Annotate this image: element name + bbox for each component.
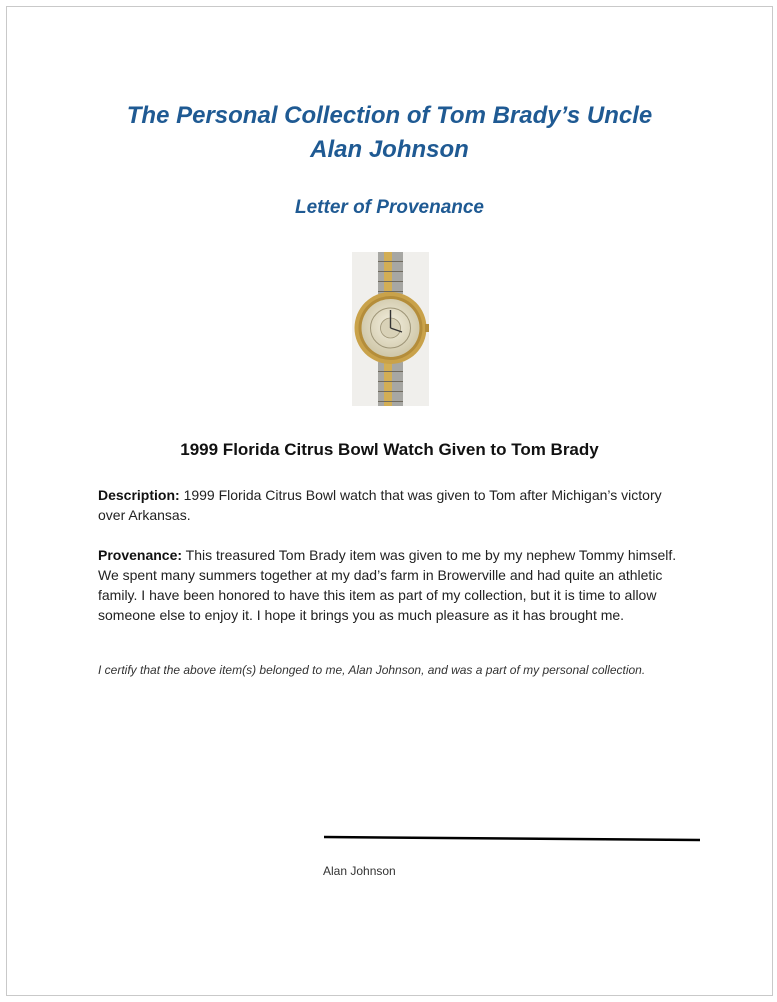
letter-page (6, 6, 773, 996)
provenance-text: This treasured Tom Brady item was given to me by my nephew Tommy himself. We spent many summers together at my dad’s farm in Browerville and had quite an athletic family. I have been honored to have this item as part of my collection, but it is time to allow someone else to enjoy it. I hope it brings you as much pleasure as it has brought me. (98, 547, 677, 623)
title-line-1: The Personal Collection of Tom Brady’s Uncle (126, 102, 653, 129)
signature-name: Alan Johnson (323, 864, 396, 878)
description-text: 1999 Florida Citrus Bowl watch that was given to Tom after Michigan’s victory over Arkansas. (98, 487, 662, 523)
provenance-paragraph (98, 545, 688, 625)
watch-image (352, 252, 429, 406)
certification-statement: I certify that the above item(s) belonged to me, Alan Johnson, and was a part of my personal collection. (98, 663, 646, 677)
description-paragraph (98, 485, 688, 525)
provenance-label: Provenance: (98, 547, 183, 563)
page-title (7, 99, 772, 167)
watch-photo (352, 252, 429, 406)
signature-line (324, 833, 700, 847)
description-label: Description: (98, 487, 180, 503)
document-subtitle: Letter of Provenance (295, 197, 484, 218)
item-heading: 1999 Florida Citrus Bowl Watch Given to Tom Brady (180, 440, 599, 459)
title-line-2: Alan Johnson (310, 136, 469, 163)
